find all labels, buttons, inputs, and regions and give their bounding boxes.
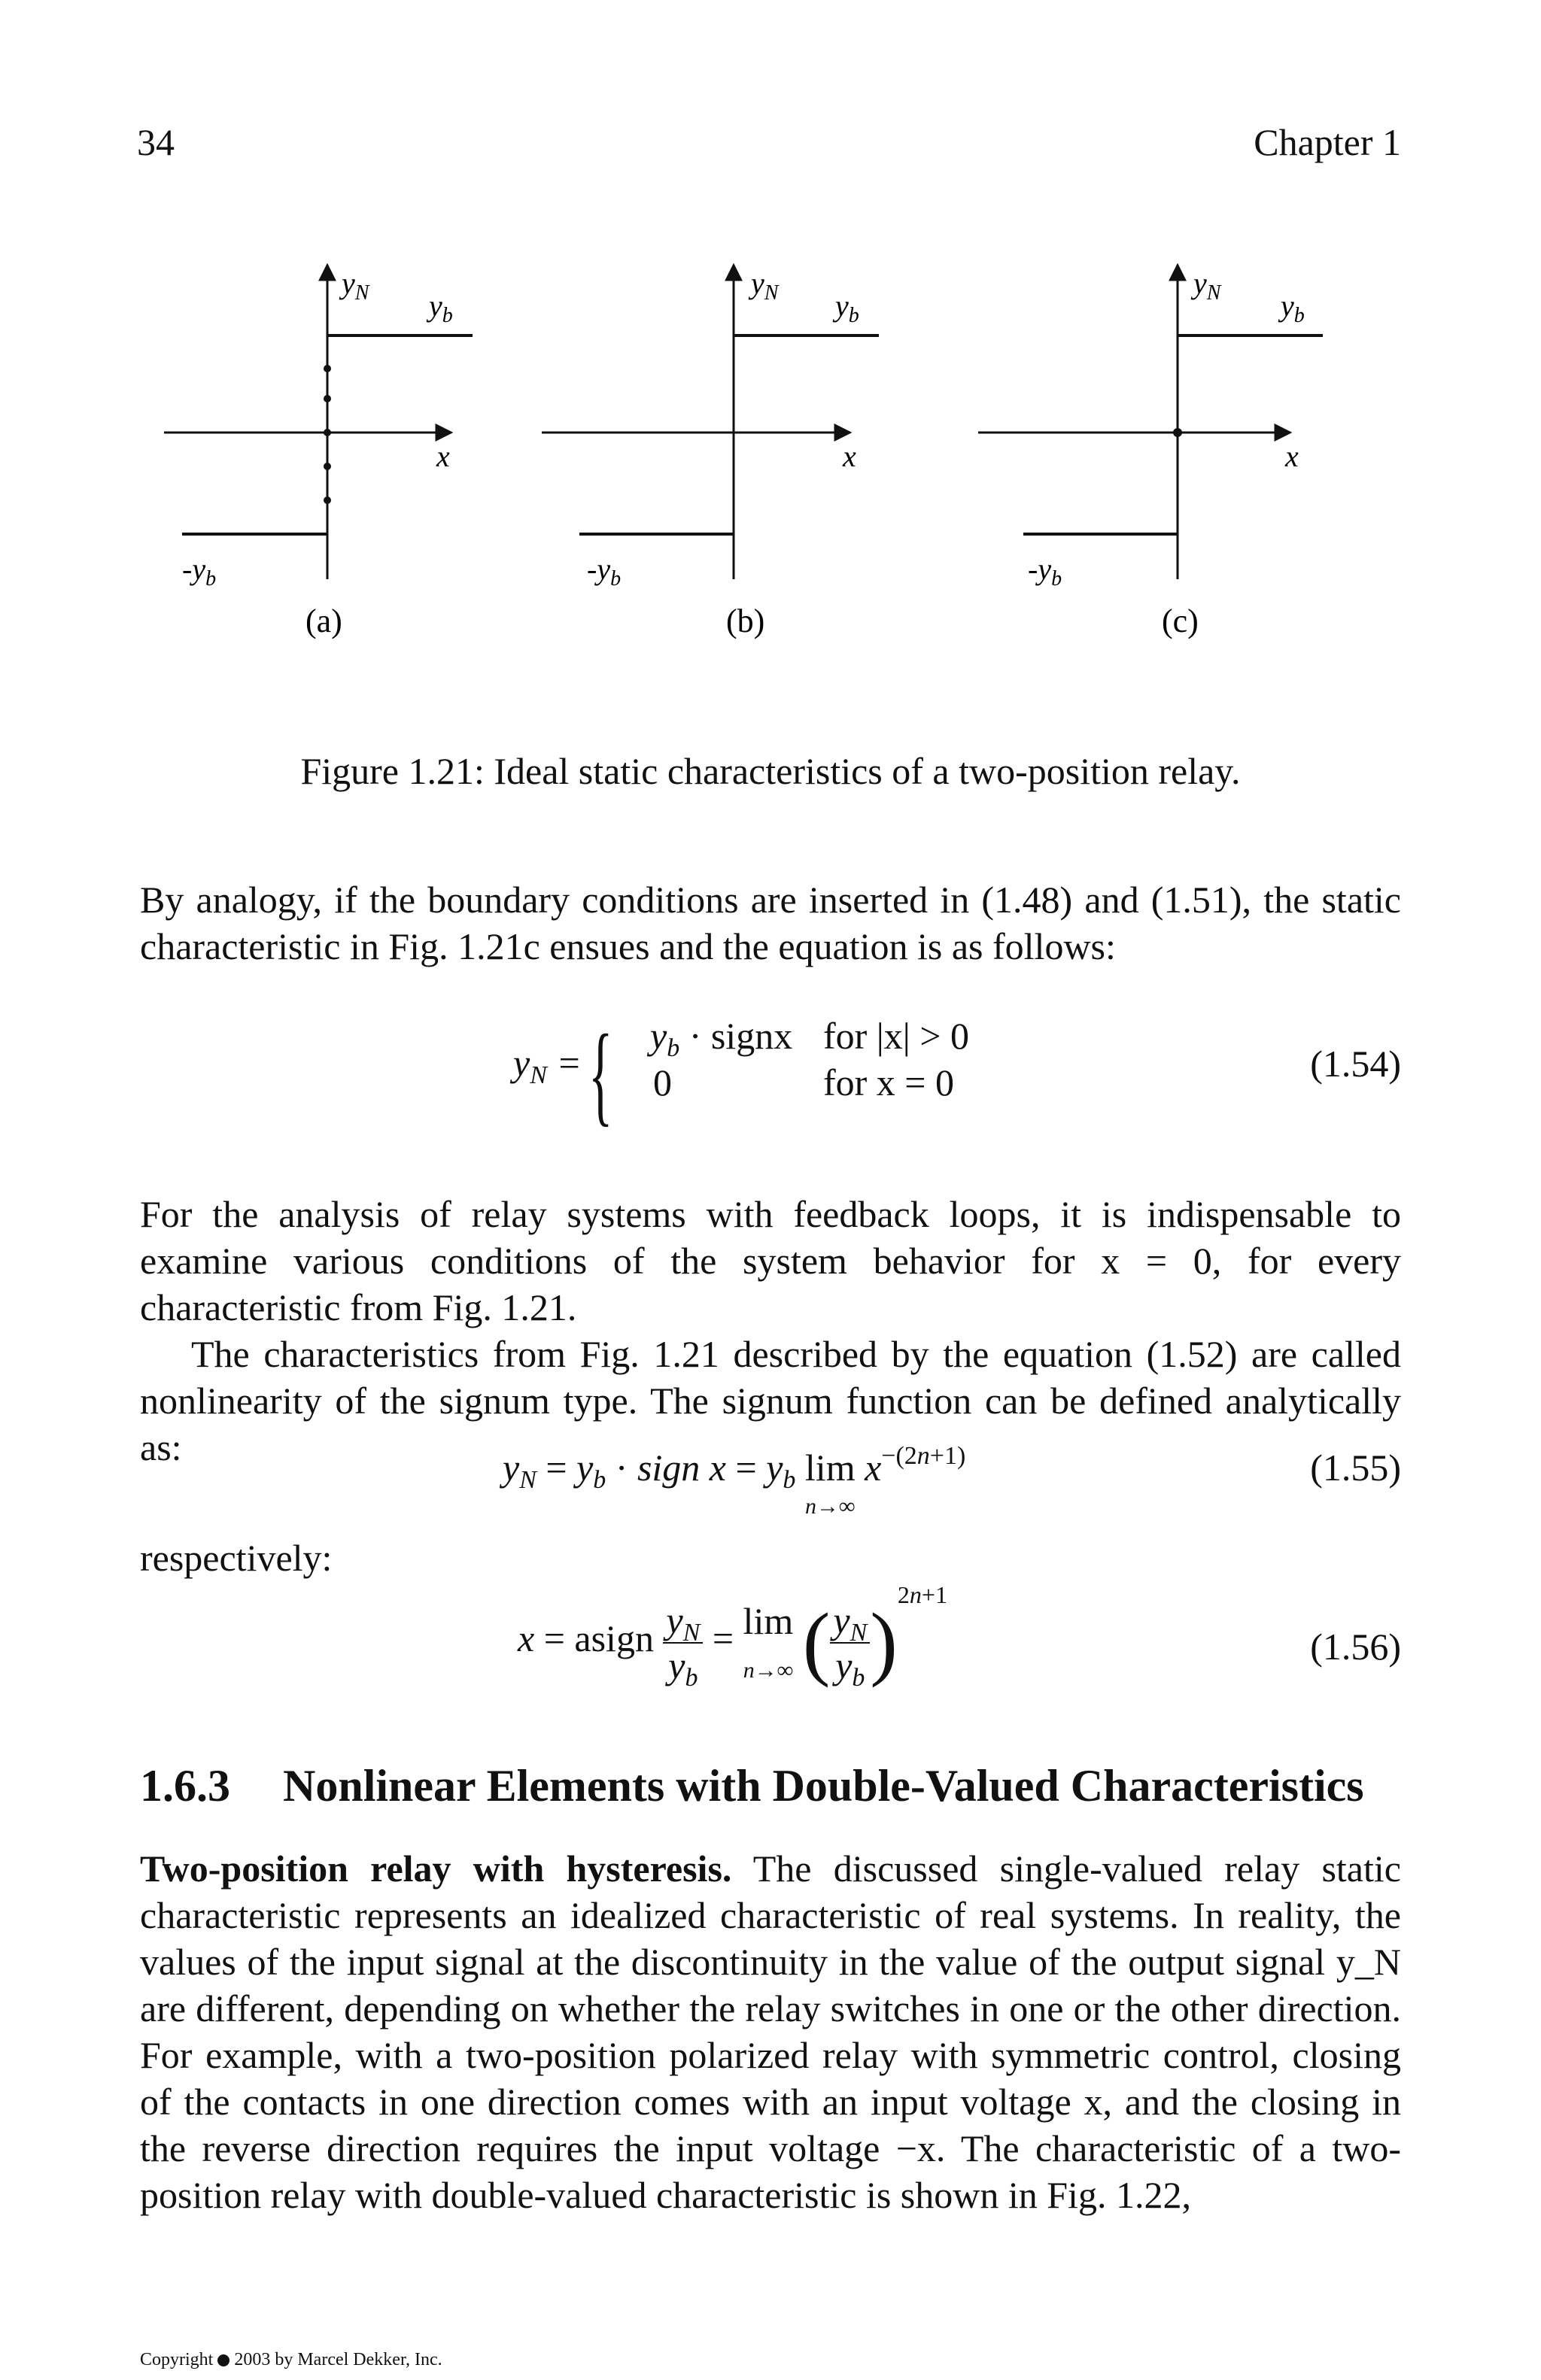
paragraph-1 [140, 876, 1401, 970]
respectively-label: respectively: [140, 1537, 333, 1579]
y-axis-label: y [1193, 266, 1207, 300]
paragraph-4-text: The discussed single-valued relay static characteristic represents an idealized characteristic of real systems. In reality, the values of the input signal at the discontinuity in the value of the output signal y_N are different, depending on whether the relay switches in one or the other direction. For example, with a two-position polarized relay with symmetric control, closing of the contacts in one direction comes with an input voltage x, and the closing in the reverse direction requires the input voltage −x. The characteristic of a two-position relay with double-valued characteristic is shown in Fig. 1.22, [140, 1847, 1401, 2216]
paragraph-3-text: The characteristics from Fig. 1.21 described by the equation (1.52) are called nonlinearity of the signum type. The signum function can be defined analytically as: [140, 1333, 1401, 1468]
x-axis-label: x [1285, 439, 1299, 473]
eq-case1-expr: · signx [688, 1015, 793, 1057]
panel-b [542, 265, 879, 639]
svg-text:yb [426, 289, 453, 327]
figure-caption: Figure 1.21: Ideal static characteristics of a two-position relay. [300, 750, 1241, 792]
copyright-word: Copyright [140, 2350, 214, 2369]
eq-case1-cond: for |x| > 0 [823, 1015, 970, 1057]
svg-text:yb [1278, 289, 1305, 327]
bottom-label: -y [182, 552, 206, 586]
origin-dot [1173, 428, 1182, 437]
panel-label: (a) [305, 603, 342, 639]
section-heading [140, 1760, 1364, 1812]
svg-text:yN [339, 266, 370, 305]
page-number: 34 [137, 121, 175, 163]
svg-text:-yb [1028, 552, 1062, 590]
eq-case2-cond: for x = 0 [823, 1061, 954, 1103]
eq-case2-expr: 0 [653, 1061, 672, 1103]
y-axis-sub: N [1206, 281, 1221, 305]
copyright-footer [140, 2350, 442, 2370]
equation-1-55: $y_N = y_b$ · sign $x = y_b$ lim $^{n\to\infty}$ $x^{-(2n+1)}$ [503, 1442, 966, 1519]
figure-1-21 [143, 248, 1407, 669]
panel-label: (b) [726, 603, 765, 639]
paragraph-1-text: By analogy, if the boundary conditions are inserted in (1.48) and (1.51), the static characteristic in Fig. 1.21c ensues and the equation is as follows: [140, 879, 1401, 967]
bullet-icon [217, 2354, 229, 2366]
y-axis-label: y [342, 266, 355, 300]
equation-1-54: $y_N$ = { $y_b$ · signx for |x| > 0 0 for x = 0 [513, 1012, 970, 1137]
equation-number-1-56: (1.56) [1310, 1626, 1401, 1668]
paragraph-2 [140, 1191, 1401, 1471]
equation-1-56: x = asign $\frac{y_N}{y_b}$ = lim n→∞ ( $\frac{y_N}{y_b}$ )$^{2n+1}$ [518, 1580, 947, 1692]
panel-c [978, 265, 1323, 639]
panel-a [164, 265, 473, 639]
top-label: y [835, 289, 849, 323]
top-label: y [429, 289, 442, 323]
running-head: Chapter 1 [1254, 121, 1401, 163]
section-number: 1.6.3 [140, 1761, 230, 1811]
top-sub: b [1293, 304, 1305, 327]
bottom-sub: b [205, 567, 217, 590]
section-title: Nonlinear Elements with Double-Valued Characteristics [283, 1761, 1364, 1811]
bottom-label: -y [1028, 552, 1052, 586]
svg-text:yN [1190, 266, 1222, 305]
y-axis-sub: N [764, 281, 779, 305]
svg-text:-yb [587, 552, 621, 590]
bottom-sub: b [1051, 567, 1062, 590]
x-axis-label: x [436, 439, 450, 473]
top-sub: b [442, 304, 453, 327]
y-axis-sub: N [354, 281, 369, 305]
svg-text:yb [832, 289, 859, 327]
equation-number-1-54: (1.54) [1310, 1043, 1401, 1085]
paragraph-4-lead: Two-position relay with hysteresis. [140, 1847, 732, 1890]
copyright-rest: 2003 by Marcel Dekker, Inc. [234, 2350, 442, 2369]
panel-label: (c) [1162, 603, 1199, 639]
svg-text:yN [748, 266, 780, 305]
paragraph-4 [140, 1845, 1401, 2218]
paragraph-2-text: For the analysis of relay systems with feedback loops, it is indispensable to examine various conditions of the system behavior for x = 0, for every characteristic from Fig. 1.21. [140, 1193, 1401, 1328]
top-label: y [1281, 289, 1294, 323]
top-sub: b [848, 304, 859, 327]
svg-text:-yb [182, 552, 216, 590]
bottom-sub: b [610, 567, 622, 590]
equation-number-1-55: (1.55) [1310, 1447, 1401, 1489]
bottom-label: -y [587, 552, 611, 586]
x-axis-label: x [843, 439, 856, 473]
y-axis-label: y [751, 266, 764, 300]
